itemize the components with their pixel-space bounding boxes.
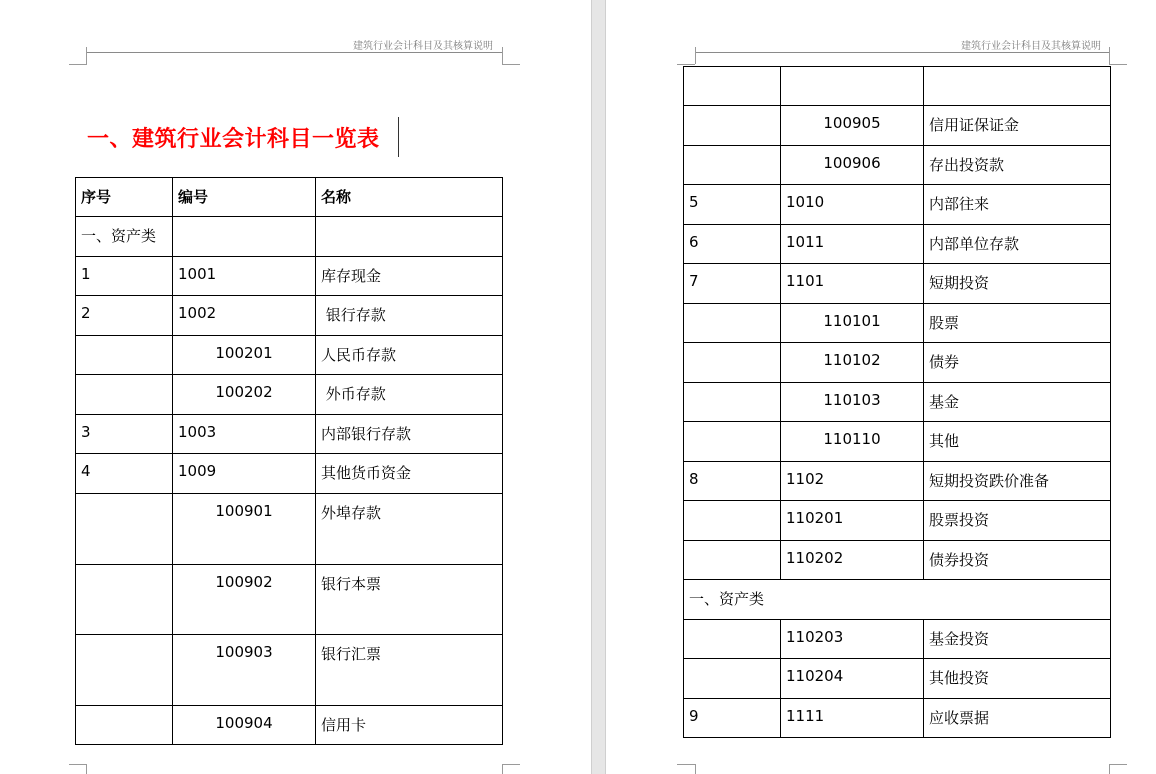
code-cell[interactable]: 100905 [781, 106, 924, 146]
table-row [684, 659, 1111, 699]
margin-mark [695, 47, 696, 64]
code-cell[interactable]: 100904 [173, 706, 316, 745]
header-code: 编号 [173, 178, 316, 217]
code-cell[interactable]: 110110 [781, 422, 924, 462]
name-cell[interactable]: 内部往来 [924, 185, 1111, 225]
name-cell[interactable]: 其他货币资金 [316, 454, 503, 494]
table-row [76, 706, 503, 745]
header-name: 名称 [316, 178, 503, 217]
table-row [684, 620, 1111, 659]
name-cell[interactable]: 库存现金 [316, 257, 503, 296]
seq-cell[interactable] [76, 336, 173, 375]
seq-cell[interactable]: 8 [684, 462, 781, 501]
name-cell[interactable]: 银行汇票 [316, 635, 503, 706]
name-cell[interactable]: 银行本票 [316, 565, 503, 635]
page-gutter [591, 0, 606, 774]
margin-mark [677, 764, 695, 765]
table-row [684, 541, 1111, 580]
seq-cell[interactable] [684, 304, 781, 343]
header-rule [695, 52, 1109, 53]
margin-mark [1109, 47, 1110, 64]
table-row [684, 185, 1111, 225]
name-cell[interactable]: 存出投资款 [924, 146, 1111, 185]
seq-cell[interactable] [684, 620, 781, 659]
table-row [76, 296, 503, 336]
code-cell[interactable]: 1002 [173, 296, 316, 336]
code-cell[interactable]: 1010 [781, 185, 924, 225]
code-cell[interactable]: 110202 [781, 541, 924, 580]
seq-cell[interactable]: 7 [684, 264, 781, 304]
code-cell[interactable]: 100903 [173, 635, 316, 706]
table-row [684, 383, 1111, 422]
margin-mark [86, 764, 87, 774]
seq-cell[interactable]: 6 [684, 225, 781, 264]
seq-cell[interactable]: 1 [76, 257, 173, 296]
margin-mark [502, 47, 503, 64]
category-cell[interactable]: 一、资产类 [684, 580, 1111, 620]
code-cell[interactable]: 1102 [781, 462, 924, 501]
name-cell[interactable]: 股票投资 [924, 501, 1111, 541]
code-cell[interactable] [781, 67, 924, 106]
table-row [76, 635, 503, 706]
table-row [76, 565, 503, 635]
table-header-row [76, 178, 503, 217]
code-cell[interactable]: 100902 [173, 565, 316, 635]
name-cell[interactable]: 基金 [924, 383, 1111, 422]
name-cell[interactable]: 外币存款 [316, 375, 503, 415]
name-cell[interactable] [924, 67, 1111, 106]
seq-cell[interactable] [684, 501, 781, 541]
seq-cell[interactable] [76, 706, 173, 745]
margin-mark [502, 764, 503, 774]
table-row [76, 494, 503, 565]
page-header-text: 建筑行业会计科目及其核算说明 [961, 41, 1101, 52]
table-row [684, 580, 1111, 620]
code-cell[interactable]: 100202 [173, 375, 316, 415]
margin-mark [1109, 64, 1127, 65]
header-rule [86, 52, 502, 53]
table-row [684, 264, 1111, 304]
seq-cell[interactable] [684, 383, 781, 422]
seq-cell[interactable]: 3 [76, 415, 173, 454]
seq-cell[interactable] [684, 106, 781, 146]
accounts-table-page-1 [75, 177, 503, 745]
seq-cell[interactable] [76, 494, 173, 565]
code-cell[interactable]: 1003 [173, 415, 316, 454]
document-title[interactable]: 一、建筑行业会计科目一览表 [87, 127, 380, 152]
name-cell[interactable]: 内部银行存款 [316, 415, 503, 454]
code-cell[interactable]: 1001 [173, 257, 316, 296]
table-row [76, 375, 503, 415]
name-cell[interactable]: 其他投资 [924, 659, 1111, 699]
code-cell[interactable]: 110102 [781, 343, 924, 383]
code-cell[interactable]: 100901 [173, 494, 316, 565]
seq-cell[interactable] [76, 565, 173, 635]
name-cell[interactable]: 股票 [924, 304, 1111, 343]
code-cell[interactable]: 100906 [781, 146, 924, 185]
page-header-text: 建筑行业会计科目及其核算说明 [353, 41, 493, 52]
margin-mark [502, 64, 520, 65]
table-row [684, 422, 1111, 462]
code-cell[interactable]: 1111 [781, 699, 924, 738]
table-row [76, 336, 503, 375]
margin-mark [695, 764, 696, 774]
table-row [76, 257, 503, 296]
name-cell[interactable]: 短期投资跌价准备 [924, 462, 1111, 501]
seq-cell[interactable]: 9 [684, 699, 781, 738]
name-cell[interactable] [316, 217, 503, 257]
code-cell[interactable]: 110203 [781, 620, 924, 659]
name-cell[interactable]: 短期投资 [924, 264, 1111, 304]
name-cell[interactable]: 其他 [924, 422, 1111, 462]
table-row [684, 225, 1111, 264]
seq-cell[interactable] [76, 375, 173, 415]
name-cell[interactable]: 人民币存款 [316, 336, 503, 375]
name-cell[interactable]: 内部单位存款 [924, 225, 1111, 264]
margin-mark [86, 47, 87, 64]
code-cell[interactable]: 110101 [781, 304, 924, 343]
name-cell[interactable]: 信用卡 [316, 706, 503, 745]
seq-cell[interactable] [684, 67, 781, 106]
table-row [76, 454, 503, 494]
code-cell[interactable]: 1011 [781, 225, 924, 264]
name-cell[interactable]: 银行存款 [316, 296, 503, 336]
seq-cell[interactable] [76, 635, 173, 706]
margin-mark [1109, 764, 1127, 765]
table-row [684, 501, 1111, 541]
code-cell[interactable]: 110204 [781, 659, 924, 699]
margin-mark [677, 64, 695, 65]
seq-cell[interactable] [684, 422, 781, 462]
seq-cell[interactable] [684, 146, 781, 185]
text-cursor [398, 117, 399, 157]
table-row [684, 462, 1111, 501]
code-cell[interactable]: 110103 [781, 383, 924, 422]
name-cell[interactable]: 基金投资 [924, 620, 1111, 659]
seq-cell[interactable]: 5 [684, 185, 781, 225]
margin-mark [1109, 764, 1110, 774]
seq-cell[interactable]: 一、资产类 [76, 217, 173, 257]
header-seq: 序号 [76, 178, 173, 217]
seq-cell[interactable] [684, 343, 781, 383]
table-row [684, 343, 1111, 383]
table-row [684, 699, 1111, 738]
name-cell[interactable]: 应收票据 [924, 699, 1111, 738]
margin-mark [502, 764, 520, 765]
table-row [684, 304, 1111, 343]
accounts-table-page-2 [683, 66, 1111, 738]
table-row [684, 67, 1111, 106]
table-row [684, 146, 1111, 185]
name-cell[interactable]: 外埠存款 [316, 494, 503, 565]
code-cell[interactable] [173, 217, 316, 257]
code-cell[interactable]: 110201 [781, 501, 924, 541]
margin-mark [69, 764, 87, 765]
name-cell[interactable]: 信用证保证金 [924, 106, 1111, 146]
table-row [76, 415, 503, 454]
code-cell[interactable]: 1101 [781, 264, 924, 304]
seq-cell[interactable]: 2 [76, 296, 173, 336]
table-row [76, 217, 503, 257]
code-cell[interactable]: 100201 [173, 336, 316, 375]
margin-mark [69, 64, 87, 65]
seq-cell[interactable] [684, 541, 781, 580]
table-row [684, 106, 1111, 146]
name-cell[interactable]: 债券 [924, 343, 1111, 383]
name-cell[interactable]: 债券投资 [924, 541, 1111, 580]
seq-cell[interactable] [684, 659, 781, 699]
code-cell[interactable]: 1009 [173, 454, 316, 494]
seq-cell[interactable]: 4 [76, 454, 173, 494]
